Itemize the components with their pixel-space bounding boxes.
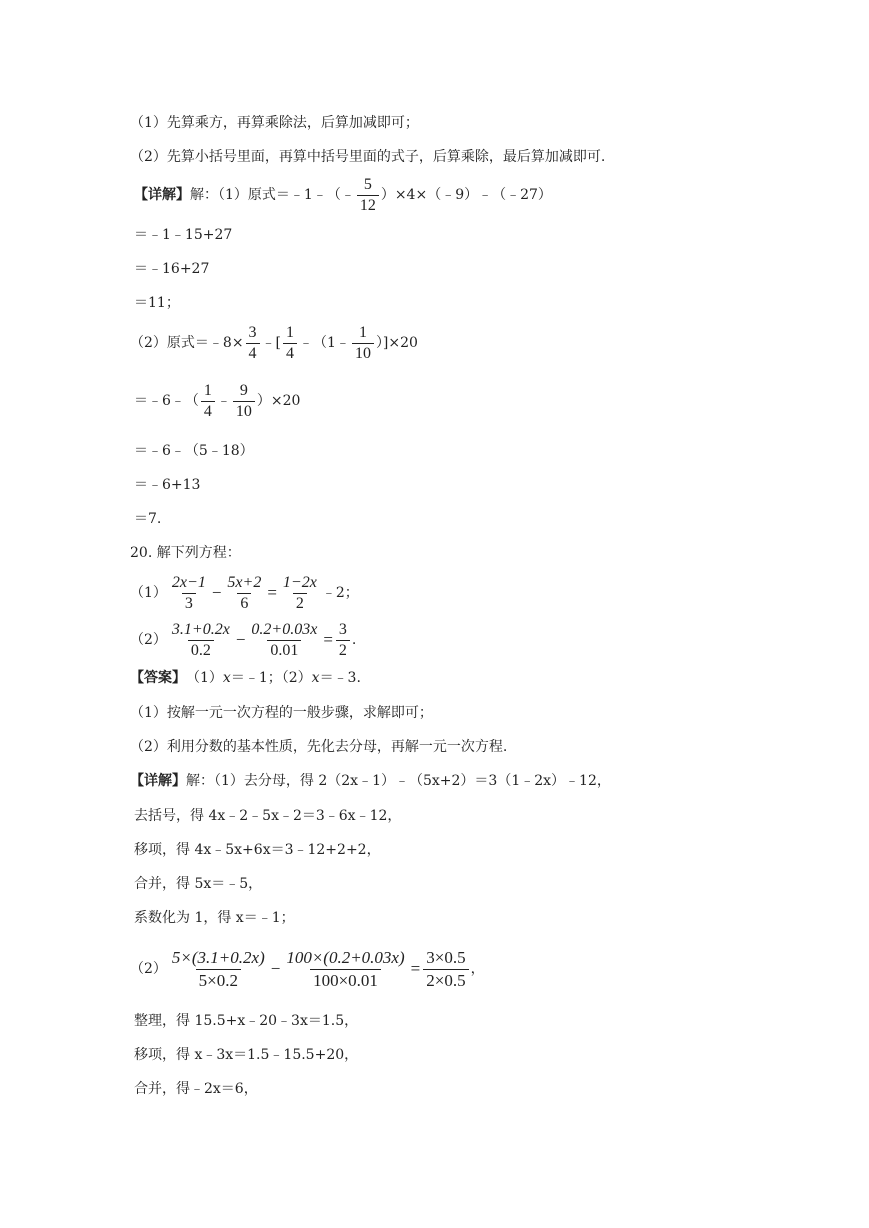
detail-3-equation: （2） $\frac{5\times(3.1+0.2x)}{5\times 0.2}$ − $\frac{100\times(0.2+0.03x)}{100\times 0.01}$ = $\frac{3\times 0.5}{2\times 0.5}$ ， <box>130 947 485 990</box>
question-20-title: 20. 解下列方程： <box>130 545 241 561</box>
detail-3-line-7: 整理，得 15.5+x﹣20﹣3x＝1.5， <box>134 1013 359 1029</box>
fraction: $\frac{1-2x}{2}$ <box>282 573 317 612</box>
fraction: $\frac{1}{4}$ <box>283 324 297 363</box>
detail-tag: 【详解】 <box>130 773 186 789</box>
detail-3-line-9: 合并，得﹣2x＝6， <box>134 1081 258 1097</box>
fraction: $\frac{0.2+0.03x}{0.01}$ <box>251 620 318 659</box>
detail-2-line-5: ＝7. <box>134 511 162 527</box>
detail-1-line-3: ＝﹣16+27 <box>134 261 210 277</box>
fraction: $\frac{3}{4}$ <box>246 324 260 363</box>
detail-2-line-1: （2）原式＝﹣8× $\frac{3}{4}$ ﹣[ $\frac{1}{4}$ ﹣（1﹣ $\frac{1}{10}$ ）]×20 <box>130 323 418 362</box>
detail-3-line-4: 合并，得 5x＝﹣5， <box>134 876 263 892</box>
fraction: $\frac{3\times 0.5}{2\times 0.5}$ <box>423 948 468 991</box>
fraction: $\frac{9}{10}$ <box>233 382 255 421</box>
fraction: $\frac{3}{2}$ <box>336 621 350 660</box>
solution-step-1: （1）先算乘方，再算乘除法，后算加减即可； <box>130 115 419 131</box>
answer-line: 【答案】 （1） x ＝﹣1；（2） x ＝﹣3. <box>130 670 361 686</box>
question-20-part-2: （2） $\frac{3.1+0.2x}{0.2}$ − $\frac{0.2+0.03x}{0.01}$ = $\frac{3}{2}$ . <box>130 620 357 659</box>
fraction: $\frac{1}{4}$ <box>201 382 215 421</box>
detail-3-line-5: 系数化为 1，得 x＝﹣1； <box>134 910 295 926</box>
detail-1-line-4: ＝11； <box>134 295 180 311</box>
detail-2-line-2: ＝﹣6﹣（ $\frac{1}{4}$ ﹣ $\frac{9}{10}$ ）×20 <box>134 381 301 420</box>
fraction: $\frac{100\times(0.2+0.03x)}{100\times 0.01}$ <box>286 947 405 990</box>
detail-2-line-3: ＝﹣6﹣（5﹣18） <box>134 443 254 459</box>
analysis-step-2: （2）利用分数的基本性质，先化去分母，再解一元一次方程. <box>130 739 508 755</box>
question-20-part-1: （1） $\frac{2x-1}{3}$ − $\frac{5x+2}{6}$ = $\frac{1-2x}{2}$ ﹣2； <box>130 573 359 612</box>
fraction: $\frac{5x+2}{6}$ <box>227 573 262 612</box>
detail-1-line-1: 【详解】 解：（1）原式＝﹣1﹣（﹣ $\frac{5}{12}$ ）×4×（﹣9）﹣（﹣27） <box>134 175 552 214</box>
solution-step-2: （2）先算小括号里面，再算中括号里面的式子，后算乘除，最后算加减即可. <box>130 149 606 165</box>
detail-3-line-2: 去括号，得 4x﹣2﹣5x﹣2＝3﹣6x﹣12， <box>134 808 402 824</box>
fraction: $\frac{5}{12}$ <box>357 176 379 215</box>
answer-tag: 【答案】 <box>130 670 186 686</box>
analysis-step-1: （1）按解一元一次方程的一般步骤，求解即可； <box>130 705 433 721</box>
fraction: $\frac{3.1+0.2x}{0.2}$ <box>171 620 230 659</box>
detail-3-line-3: 移项，得 4x﹣5x+6x＝3﹣12+2+2， <box>134 842 381 858</box>
detail-3-line-8: 移项，得 x﹣3x＝1.5﹣15.5+20， <box>134 1047 359 1063</box>
detail-tag: 【详解】 <box>134 187 190 203</box>
fraction: $\frac{1}{10}$ <box>352 324 374 363</box>
fraction: $\frac{2x-1}{3}$ <box>171 573 206 612</box>
fraction: $\frac{5\times(3.1+0.2x)}{5\times 0.2}$ <box>171 947 265 990</box>
detail-2-line-4: ＝﹣6+13 <box>134 477 201 493</box>
detail-3-line-1: 【详解】 解：（1）去分母，得 2（2x﹣1）﹣（5x+2）＝3（1﹣2x）﹣12， <box>130 773 611 789</box>
detail-1-line-2: ＝﹣1﹣15+27 <box>134 227 233 243</box>
